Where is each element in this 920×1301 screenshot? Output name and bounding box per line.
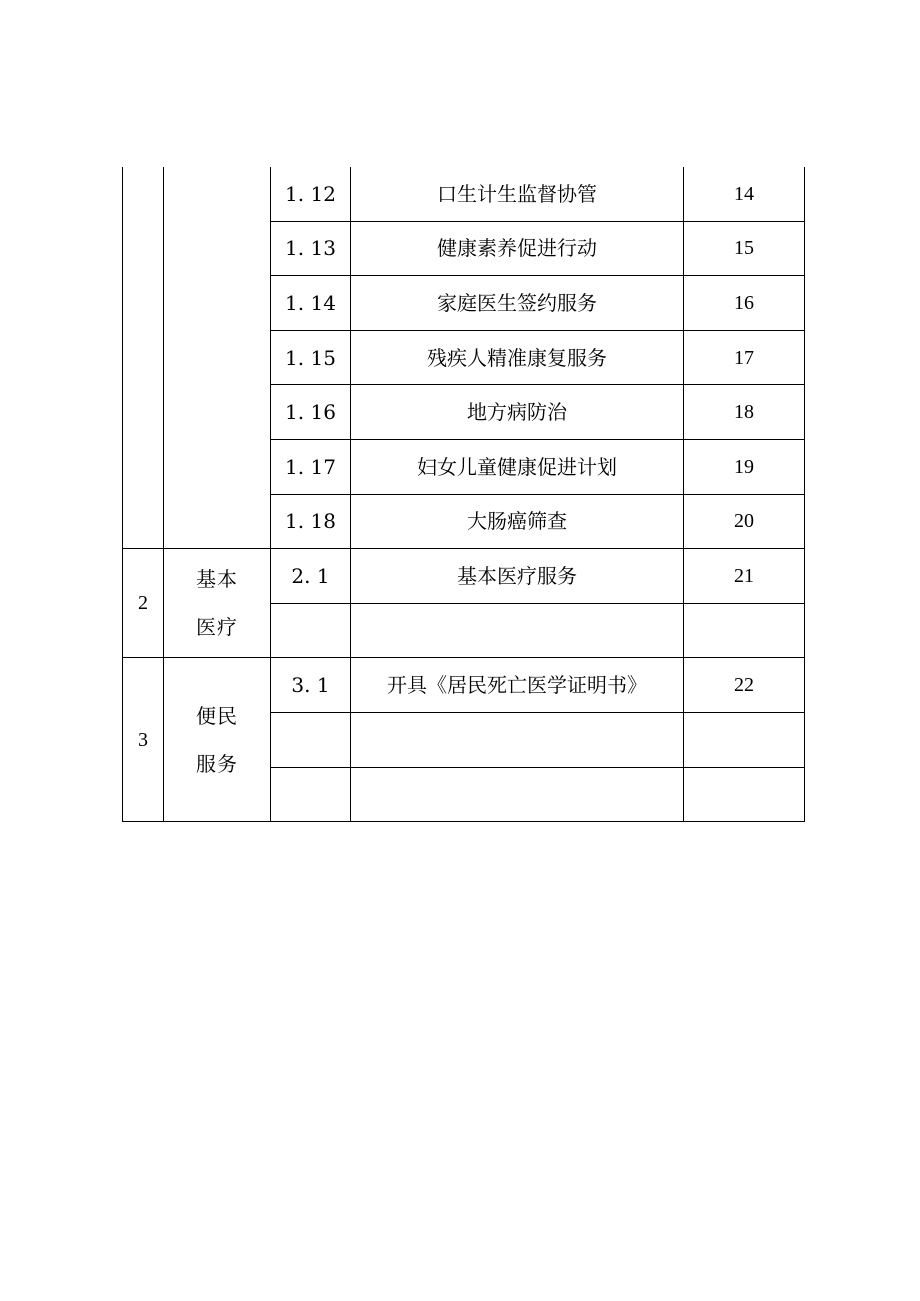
item-number: 1. 13	[271, 221, 351, 276]
item-title: 家庭医生签约服务	[351, 276, 684, 331]
table-row	[123, 167, 805, 221]
item-page: 18	[684, 385, 805, 440]
group-category-cell	[164, 549, 271, 658]
item-number	[271, 767, 351, 822]
item-number: 1. 15	[271, 330, 351, 385]
table-row	[123, 549, 805, 604]
item-title	[351, 767, 684, 822]
item-page	[684, 767, 805, 822]
item-page: 16	[684, 276, 805, 331]
item-number: 1. 14	[271, 276, 351, 331]
item-title: 开具《居民死亡医学证明书》	[351, 658, 684, 713]
item-page	[684, 603, 805, 658]
item-page: 22	[684, 658, 805, 713]
item-title	[351, 603, 684, 658]
group-category-cell	[164, 658, 271, 822]
item-number: 2. 1	[271, 549, 351, 604]
item-number: 1. 17	[271, 439, 351, 494]
item-title	[351, 712, 684, 767]
item-page: 19	[684, 439, 805, 494]
item-number	[271, 603, 351, 658]
item-page: 21	[684, 549, 805, 604]
item-number: 1. 16	[271, 385, 351, 440]
item-page: 14	[684, 167, 805, 221]
group-category-label: 基本医疗	[196, 567, 238, 640]
group-category-label: 便民服务	[196, 703, 238, 776]
item-number: 1. 12	[271, 167, 351, 221]
item-title: 妇女儿童健康促进计划	[351, 439, 684, 494]
item-title: 口生计生监督协管	[351, 167, 684, 221]
item-page	[684, 712, 805, 767]
item-page: 20	[684, 494, 805, 549]
item-title: 地方病防治	[351, 385, 684, 440]
item-page: 17	[684, 330, 805, 385]
item-title: 健康素养促进行动	[351, 221, 684, 276]
table-row	[123, 658, 805, 713]
item-title: 残疾人精准康复服务	[351, 330, 684, 385]
item-number: 3. 1	[271, 658, 351, 713]
item-title: 大肠癌筛查	[351, 494, 684, 549]
item-number	[271, 712, 351, 767]
item-page: 15	[684, 221, 805, 276]
table-of-contents	[122, 167, 805, 822]
group-index-cell: 3	[123, 658, 164, 822]
item-number: 1. 18	[271, 494, 351, 549]
group-index-cell	[123, 167, 164, 549]
item-title: 基本医疗服务	[351, 549, 684, 604]
group-index-cell: 2	[123, 549, 164, 658]
group-category-cell	[164, 167, 271, 549]
